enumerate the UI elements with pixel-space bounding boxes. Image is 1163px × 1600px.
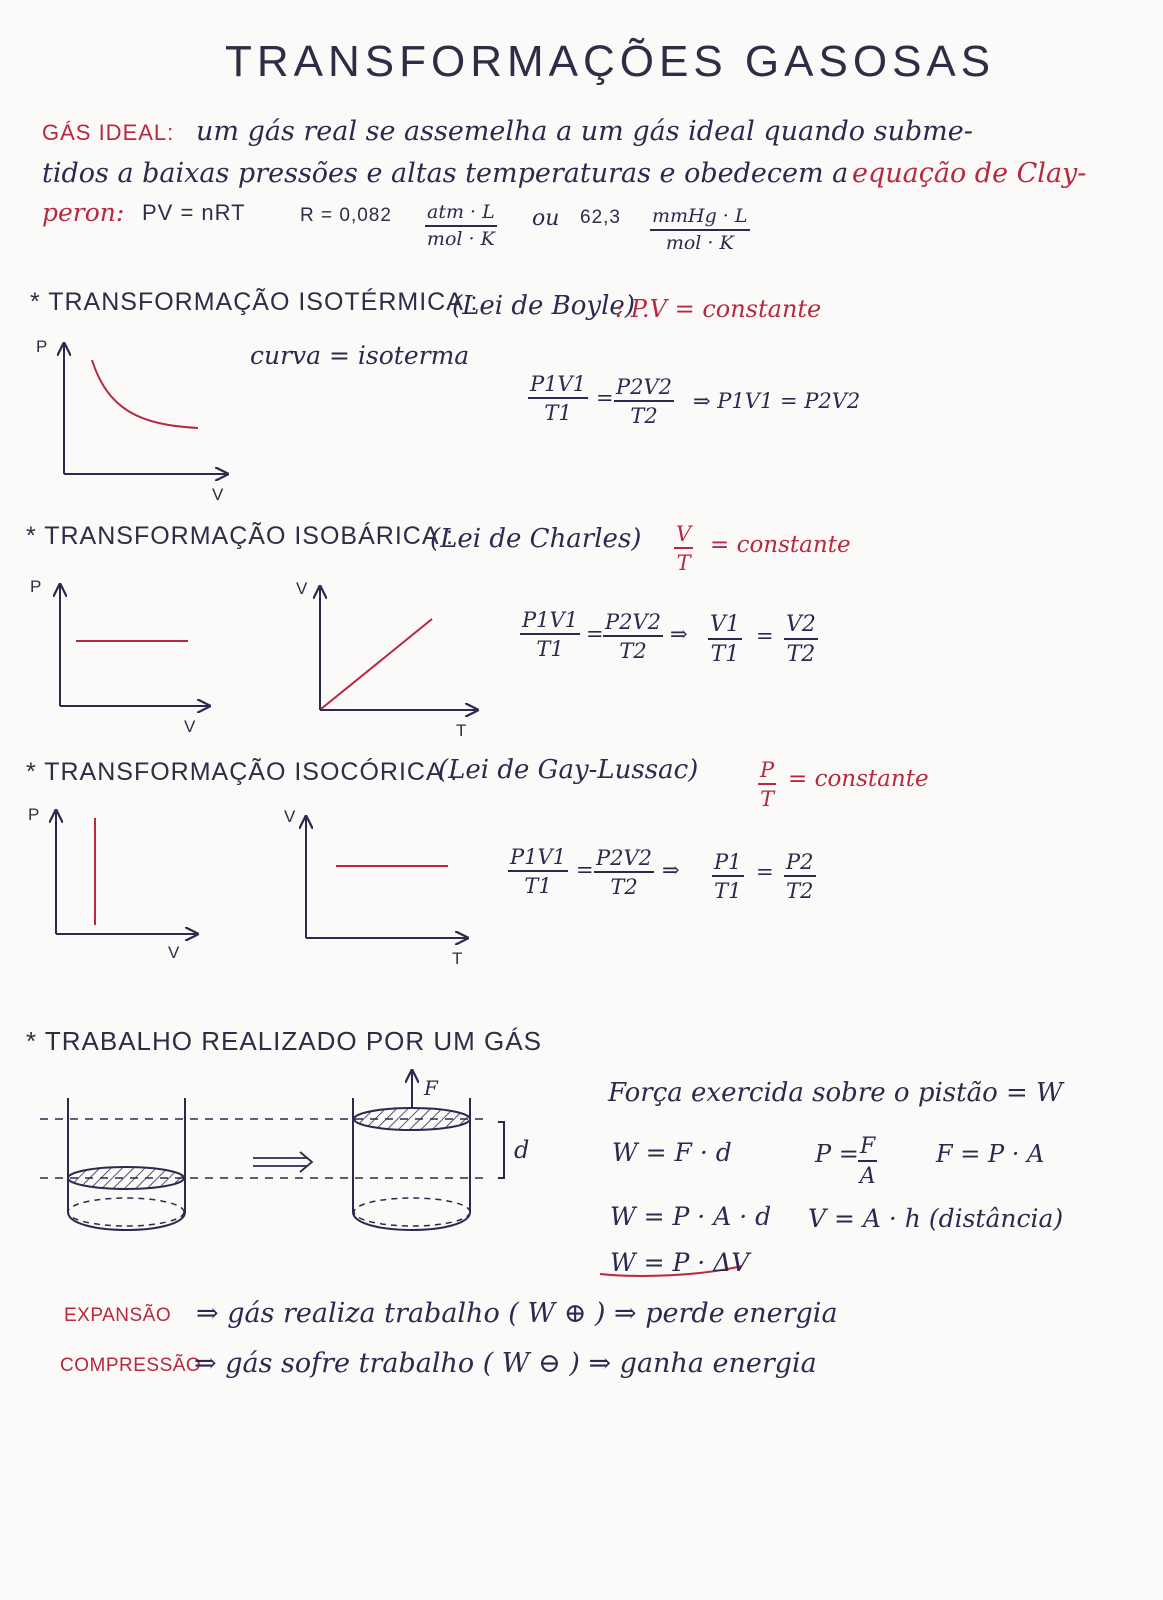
isobaric-fraction-1: $\frac{P1V1}{T1}$ xyxy=(522,608,579,662)
isobaric-g1-axis-y: P xyxy=(30,577,43,596)
charles-law: (Lei de Charles) xyxy=(430,524,642,554)
isotherm-note: curva = isoterma xyxy=(250,341,470,370)
isothermal-heading: * TRANSFORMAÇÃO ISOTÉRMICA : xyxy=(30,288,479,316)
volume-area-height: V = A · h (distância) xyxy=(808,1204,1064,1233)
implies-arrow: ⇒ xyxy=(670,622,688,646)
ideal-gas-line1: um gás real se assemelha a um gás ideal quando subme- xyxy=(196,116,973,147)
r-units-mmhg: mmHg · L mol · K xyxy=(652,205,748,254)
ideal-gas-label: GÁS IDEAL: xyxy=(42,120,175,145)
equals-sign: = xyxy=(756,860,774,884)
cylinder-after xyxy=(353,1072,470,1230)
clapeyron-equation-link: equação de Clay- xyxy=(852,158,1087,189)
isochoric-graph-vt xyxy=(306,818,466,938)
work-pressure-volume: W = P · ΔV xyxy=(610,1248,750,1277)
equals-sign: = xyxy=(756,624,774,648)
isochoric-fraction-1: $\frac{P1V1}{T1}$ xyxy=(510,845,567,899)
equals-sign: = xyxy=(576,858,594,882)
isobaric-relation-fraction: $\frac{V}{T}$ xyxy=(676,522,692,576)
isothermal-axis-y: P xyxy=(36,337,49,356)
boyle-law: (Lei de Boyle) xyxy=(452,291,635,321)
distance-label: d xyxy=(514,1136,530,1164)
isochoric-heading: * TRANSFORMAÇÃO ISOCÓRICA : xyxy=(26,758,459,786)
isobaric-fraction-4: $\frac{V2}{T2}$ xyxy=(786,612,816,668)
isobaric-relation-text: = constante xyxy=(710,532,851,558)
force-on-piston-text: Força exercida sobre o pistão = W xyxy=(608,1078,1063,1108)
piston-after xyxy=(354,1108,470,1130)
isochoric-g1-axis-x: V xyxy=(168,943,181,962)
gay-lussac-law: (Lei de Gay-Lussac) xyxy=(438,755,699,785)
isochoric-g1-axis-y: P xyxy=(28,805,41,824)
force-label: F xyxy=(424,1076,438,1100)
isochoric-fraction-3: $\frac{P1}{T1}$ xyxy=(714,850,742,904)
isochoric-g2-axis-y: V xyxy=(284,807,297,826)
r-units-atm: atm · L mol · K xyxy=(426,201,495,250)
isotherm-curve xyxy=(92,360,198,428)
work-pressure-area-distance: W = P · A · d xyxy=(610,1202,772,1231)
compression-label: COMPRESSÃO xyxy=(60,1355,202,1376)
r-constant-prefix: R = 0,082 xyxy=(300,205,392,226)
isothermal-graph xyxy=(64,345,226,474)
isochoric-fraction-4: $\frac{P2}{T2}$ xyxy=(786,850,814,904)
equals-sign: = xyxy=(586,622,604,646)
page-title: TRANSFORMAÇÕES GASOSAS xyxy=(225,37,996,86)
isothermal-axis-x: V xyxy=(212,485,225,504)
isobaric-graph-vt xyxy=(320,588,476,710)
cylinder-before xyxy=(68,1098,185,1230)
piston-before xyxy=(68,1167,184,1189)
expansion-text: ⇒ gás realiza trabalho ( W ⊕ ) ⇒ perde energia xyxy=(196,1298,838,1329)
isochoric-relation-fraction: $\frac{P}{T}$ xyxy=(760,758,775,812)
isochoric-relation-text: = constante xyxy=(788,766,929,792)
isothermal-result: ⇒ P1V1 = P2V2 xyxy=(693,389,861,413)
isobaric-fraction-2: $\frac{P2V2}{T2}$ xyxy=(605,610,662,664)
equals-sign: = xyxy=(596,386,614,410)
vt-proportional-line xyxy=(321,619,432,709)
force-pressure-area: F = P · A xyxy=(936,1140,1045,1168)
isobaric-g1-axis-x: V xyxy=(184,717,197,736)
r-value-mmhg: 62,3 xyxy=(580,207,621,228)
isobaric-fraction-3: $\frac{V1}{T1}$ xyxy=(710,612,740,668)
ideal-gas-line3: peron: xyxy=(42,198,125,227)
work-heading: * TRABALHO REALIZADO POR UM GÁS xyxy=(26,1026,542,1056)
isobaric-g2-axis-x: T xyxy=(456,721,468,740)
distance-bracket xyxy=(498,1122,504,1178)
implies-arrow: ⇒ xyxy=(662,858,680,882)
isobaric-heading: * TRANSFORMAÇÃO ISOBÁRICA : xyxy=(26,522,455,550)
expansion-label: EXPANSÃO xyxy=(64,1305,172,1326)
compression-text: ⇒ gás sofre trabalho ( W ⊖ ) ⇒ ganha energia xyxy=(194,1348,817,1379)
pressure-fraction: $\frac{F}{A}$ xyxy=(859,1134,876,1190)
isothermal-fraction-1: $\frac{P1V1}{T1}$ xyxy=(530,372,587,426)
isobaric-graph-pv xyxy=(60,586,208,706)
pressure-def-left: P = xyxy=(815,1140,859,1168)
isobaric-g2-axis-y: V xyxy=(296,579,309,598)
or-text: ou xyxy=(532,206,560,231)
ideal-gas-line2: tidos a baixas pressões e altas temperaturas e obedecem a xyxy=(42,158,849,189)
isochoric-graph-pv xyxy=(56,812,196,934)
ideal-gas-equation: PV = nRT xyxy=(142,200,246,225)
isochoric-fraction-2: $\frac{P2V2}{T2}$ xyxy=(596,846,653,900)
isochoric-g2-axis-x: T xyxy=(452,949,464,968)
transition-arrow xyxy=(253,1152,312,1172)
isothermal-relation: : P.V = constante xyxy=(615,295,822,323)
isothermal-fraction-2: $\frac{P2V2}{T2}$ xyxy=(616,375,673,429)
work-force-distance: W = F · d xyxy=(612,1138,732,1167)
